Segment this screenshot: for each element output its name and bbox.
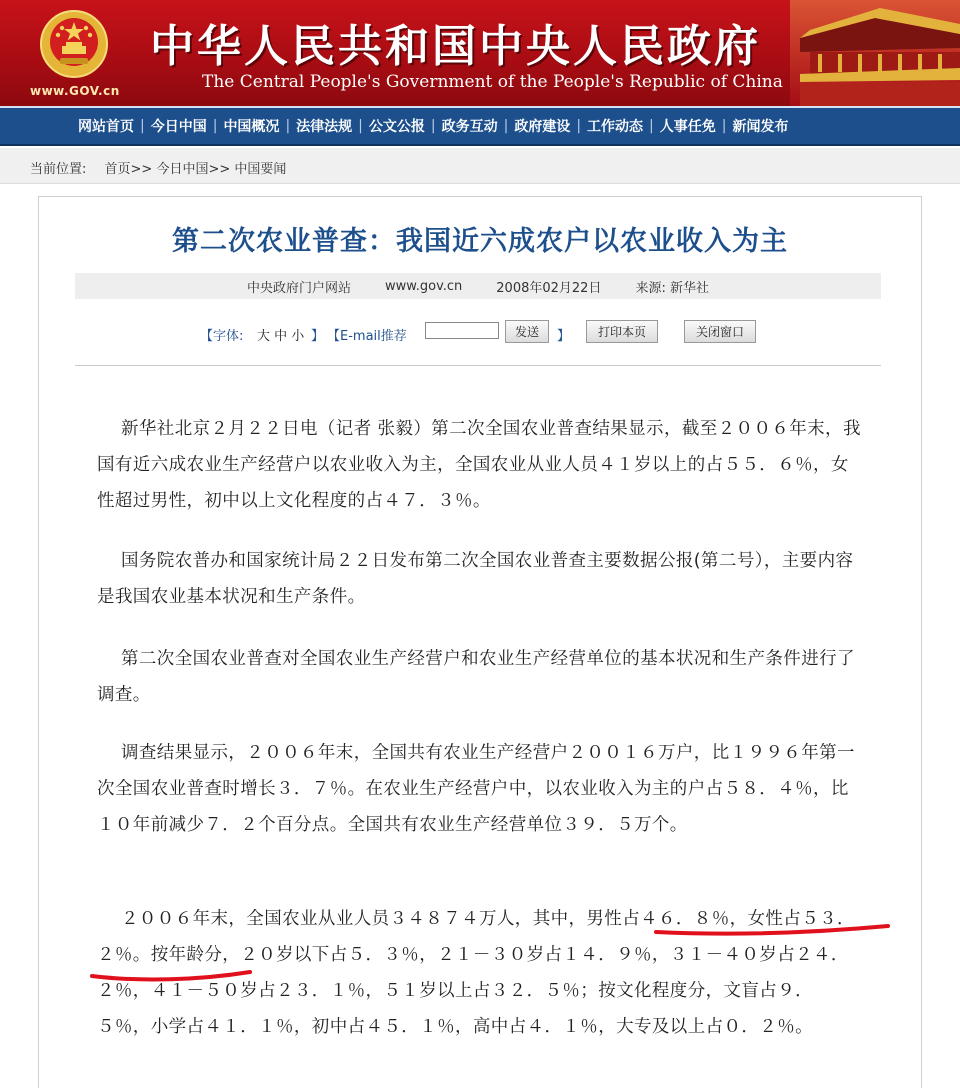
nav-item[interactable]: 工作动态 <box>587 119 644 135</box>
breadcrumb <box>0 148 960 184</box>
font-size-label: 【字体: <box>200 329 244 344</box>
nav-separator: | <box>358 118 363 134</box>
nav-item[interactable]: 网站首页 <box>78 119 134 135</box>
font-size-options[interactable]: 大 中 小 <box>257 329 305 344</box>
site-subtitle: The Central People's Government of the People's Republic of China <box>202 72 783 92</box>
close-window-button[interactable]: 关闭窗口 <box>684 320 756 343</box>
divider <box>75 365 881 366</box>
font-size-close: 】 <box>311 329 325 344</box>
main-nav <box>0 106 960 146</box>
nav-item[interactable]: 法律法规 <box>296 119 353 135</box>
paragraph-5: ２００６年末，全国农业从业人员３４８７４万人，其中，男性占４６．８％，女性占５３．２％。按年龄分，２０岁以下占５．３％，２１－３０岁占１４．９％，３１－４０岁占２４．２％，４１－５０岁占２３．１％，５１岁以上占３２．５％；按文化程度分，文盲占９．５％，小学占４１．１％，初中占４５．１％，高中占４．１％，大专及以上占０．２％。 <box>97 909 855 1037</box>
nav-separator: | <box>140 118 145 134</box>
article-meta <box>75 273 881 299</box>
email-close: 】 <box>557 329 571 344</box>
nav-separator: | <box>212 118 218 134</box>
nav-item[interactable]: 人事任免 <box>659 119 716 135</box>
nav-separator: | <box>576 118 582 134</box>
paragraph-2: 国务院农普办和国家统计局２２日发布第二次全国农业普查主要数据公报(第二号），主要内容是我国农业基本状况和生产条件。 <box>97 551 854 607</box>
send-button[interactable]: 发送 <box>505 320 549 343</box>
meta-date: 2008年02月22日 <box>496 280 602 296</box>
nav-separator: | <box>503 118 509 134</box>
paragraph-1: 新华社北京２月２２日电（记者 张毅）第二次全国农业普查结果显示，截至２００６年末，我国有近六成农业生产经营户以农业收入为主，全国农业从业人员４１岁以上的占５５．６％，女性超过男性，初中以上文化程度的占４７．３％。 <box>97 419 861 511</box>
breadcrumb-label: 当前位置: <box>30 162 87 177</box>
meta-site: www.gov.cn <box>385 278 463 294</box>
nav-item[interactable]: 今日中国 <box>150 119 207 135</box>
paragraph-3: 第二次全国农业普查对全国农业生产经营户和农业生产经营单位的基本状况和生产条件进行了调查。 <box>97 649 855 705</box>
nav-item[interactable]: 政务互动 <box>441 119 498 135</box>
email-label: 【E-mail推荐 <box>327 329 407 344</box>
article-tools <box>39 319 921 347</box>
paragraph-4: 调查结果显示，２００６年末，全国共有农业生产经营户２００１６万户，比１９９６年第一次全国农业普查时增长３．７％。在农业生产经营户中，以农业收入为主的户占５８．４％，比１０年前减少７．２个百分点。全国共有农业生产经营单位３９．５万个。 <box>97 743 855 835</box>
breadcrumb-path[interactable]: 首页>> 今日中国>> 中国要闻 <box>104 162 287 177</box>
site-title: 中华人民共和国中央人民政府 <box>150 21 761 72</box>
email-input[interactable] <box>425 322 499 339</box>
nav-separator: | <box>649 118 654 134</box>
article-title: 第二次农业普查：我国近六成农户以农业收入为主 <box>172 226 788 257</box>
national-emblem-icon <box>38 8 110 80</box>
site-banner <box>0 0 960 106</box>
nav-separator: | <box>721 118 727 134</box>
nav-item[interactable]: 政府建设 <box>514 119 571 135</box>
meta-source: 来源: 新华社 <box>635 280 709 296</box>
print-button[interactable]: 打印本页 <box>586 320 658 343</box>
nav-item[interactable]: 公文公报 <box>368 119 425 135</box>
nav-separator: | <box>285 118 291 134</box>
tiananmen-gate-icon <box>790 0 960 106</box>
nav-item[interactable]: 中国概况 <box>223 119 280 135</box>
meta-publisher: 中央政府门户网站 <box>247 280 352 296</box>
article-frame <box>38 196 922 1088</box>
site-url[interactable]: www.GOV.cn <box>30 84 120 98</box>
nav-item[interactable]: 新闻发布 <box>732 119 789 135</box>
nav-separator: | <box>430 118 436 134</box>
